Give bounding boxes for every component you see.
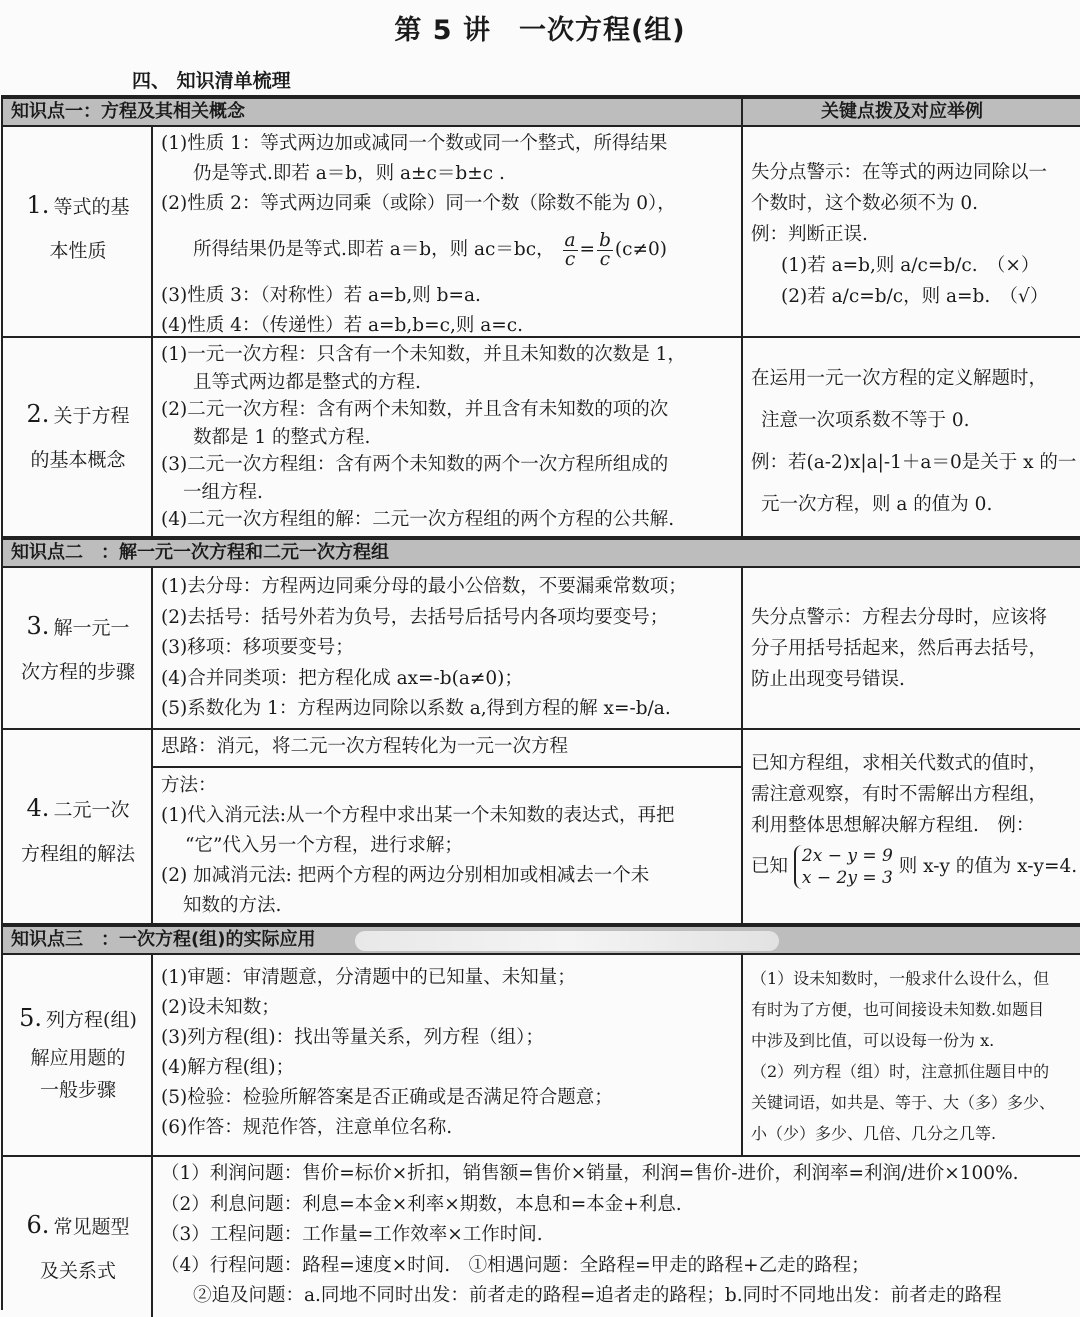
band-title: 知识点二 ：解一元一次方程和二元一次方程组 — [11, 542, 389, 563]
content-line: (2) 加减消元法: 把两个方程的两边分别相加或相减去一个未 — [161, 865, 650, 886]
divider — [151, 127, 153, 336]
row-name-line: 次方程的步骤 — [20, 661, 135, 683]
table-row — [3, 338, 1080, 538]
content-line: (2)设未知数； — [161, 997, 280, 1018]
note-line: 已知方程组，求相关代数式的值时， — [751, 753, 1048, 774]
content-line: (3)性质 3：（对称性）若 a=b,则 b=a. — [161, 285, 481, 306]
content-line: (3)二元一次方程组：含有两个未知数的两个一次方程所组成的 — [161, 454, 669, 475]
note-line: 例：若(a-2)x|a|-1＋a＝0是关于 x 的一 — [751, 452, 1077, 473]
note-line: 例：判断正误. — [751, 224, 868, 245]
row-name-line: 本性质 — [49, 240, 107, 262]
page-title: 第 5 讲 一次方程(组) — [394, 15, 686, 46]
content-line: 数都是 1 的整式方程. — [193, 426, 371, 448]
content-line: （2）利息问题：利息=本金×利率×期数，本息和=本金+利息. — [161, 1193, 682, 1215]
note-line: 已知 2x − y = 9 x − 2y = 3 则 x-y 的值为 x-y=4. — [751, 846, 1078, 888]
equation-system: 2x − y = 9 x − 2y = 3 — [794, 845, 893, 889]
row-name-line: 列方程(组) — [46, 1009, 137, 1031]
fraction: $\frac{b}{c}$ — [599, 229, 611, 270]
note-line: 小（少）多少、几倍、几分之几等. — [751, 1124, 997, 1143]
row-notes — [751, 602, 1077, 695]
row-name-line: 关于方程 — [53, 405, 130, 427]
row-notes — [751, 748, 1077, 889]
row-name-line: 二元一次 — [53, 799, 130, 821]
table-row — [3, 730, 1080, 925]
row-idea — [161, 732, 735, 762]
divider — [741, 99, 743, 125]
table-row — [3, 127, 1080, 338]
row-name — [9, 999, 147, 1103]
content-line: （1）利润问题：售价=标价×折扣，销售额=售价×销量，利润=售价-进价，利润率=利润/进价×100%. — [161, 1163, 1019, 1184]
row-name-line: 的基本概念 — [30, 449, 126, 471]
blurred-region — [355, 931, 779, 951]
row-content — [161, 129, 735, 341]
note-line: 需注意观察，有时不需解出方程组， — [751, 784, 1048, 805]
row-content — [161, 341, 735, 534]
note-line: 关键词语，如共是、等于、大（多）多少、 — [751, 1093, 1056, 1112]
content-line: (5)检验：检验所解答案是否正确或是否满足符合题意； — [161, 1087, 613, 1108]
section-title: 四、 知识清单梳理 — [132, 70, 291, 92]
note-line: 利用整体思想解决解方程组. 例： — [751, 815, 1035, 836]
content-line: 仍是等式.即若 a＝b，则 a±c＝b±c . — [193, 163, 505, 184]
note-line: 个数时，这个数必须不为 0. — [751, 193, 979, 214]
divider — [151, 338, 153, 536]
row-content — [161, 963, 735, 1143]
divider — [741, 568, 743, 728]
row-name-line: 一般步骤 — [39, 1079, 116, 1101]
band-knowledge-2 — [3, 538, 1080, 568]
content-line: (2)性质 2：等式两边同乘（或除）同一个数（除数不能为 0）， — [161, 193, 676, 214]
row-content — [161, 1159, 1079, 1312]
band-title: 知识点一：方程及其相关概念 — [11, 101, 245, 122]
row-name — [9, 1203, 147, 1293]
note-line: 中涉及到比值，可以设每一份为 x. — [751, 1031, 995, 1050]
content-line: （3）工程问题：工作量=工作效率×工作时间. — [161, 1224, 543, 1245]
content-line: (2)去括号：括号外若为负号，去括号后括号内各项均要变号； — [161, 606, 669, 628]
row-name-line: 及关系式 — [39, 1260, 116, 1282]
band-right-title: 关键点拨及对应举例 — [821, 101, 983, 122]
note-line: 元一次方程，则 a 的值为 0. — [761, 494, 993, 515]
row-name-line: 等式的基 — [53, 196, 130, 218]
note-line: 在运用一元一次方程的定义解题时， — [751, 368, 1048, 389]
content-line: (4)解方程(组)； — [161, 1057, 295, 1078]
content-line: (5)系数化为 1：方程两边同除以系数 a,得到方程的解 x=-b/a. — [161, 698, 671, 719]
row-notes — [751, 358, 1077, 526]
band-knowledge-1 — [3, 97, 1080, 127]
note-line: （1）设未知数时，一般求什么设什么，但 — [751, 969, 1050, 988]
content-line: 思路：消元，将二元一次方程转化为一元一次方程 — [161, 736, 569, 757]
row-name — [9, 604, 147, 694]
row-number: 4. — [26, 794, 50, 822]
content-line: ②追及问题：a.同地不同时出发：前者走的路程=追者走的路程；b.同时不同地出发：前者走的路程 — [193, 1285, 1002, 1306]
note-line: (1)若 a=b,则 a/c=b/c. （×） — [781, 255, 1040, 276]
content-line: (6)作答：规范作答，注意单位名称. — [161, 1117, 453, 1138]
row-notes — [751, 157, 1077, 312]
table-row — [3, 568, 1080, 730]
band-title: 知识点三 ：一次方程(组)的实际应用 — [11, 929, 316, 950]
row-content — [161, 771, 735, 921]
content-line: (1)去分母：方程两边同乘分母的最小公倍数，不要漏乘常数项； — [161, 576, 687, 597]
knowledge-table — [1, 95, 1080, 1310]
content-line: (1)一元一次方程：只含有一个未知数，并且未知数的次数是 1， — [161, 344, 686, 365]
table-row — [3, 955, 1080, 1157]
divider — [151, 1157, 153, 1317]
divider — [151, 730, 153, 923]
divider — [151, 766, 741, 768]
row-name — [9, 786, 147, 876]
content-line: 一组方程. — [183, 481, 263, 503]
content-line: (2)二元一次方程：含有两个未知数，并且含有未知数的项的次 — [161, 399, 669, 420]
content-line: 知数的方法. — [183, 895, 282, 916]
content-line: 方法： — [161, 775, 217, 796]
note-line: 失分点警示：在等式的两边同除以一 — [751, 162, 1048, 183]
row-number: 6. — [26, 1211, 50, 1239]
row-name-line: 解应用题的 — [30, 1047, 126, 1069]
content-line: (3)移项：移项要变号； — [161, 637, 354, 658]
content-line: (4)合并同类项：把方程化成 ax=-b(a≠0)； — [161, 667, 523, 689]
note-line: 失分点警示：方程去分母时，应该将 — [751, 607, 1048, 628]
row-name — [9, 183, 147, 273]
table-row — [3, 1157, 1080, 1317]
content-line: (1)代入消元法:从一个方程中求出某一个未知数的表达式，再把 — [161, 805, 675, 826]
row-number: 1. — [26, 191, 50, 219]
note-line: （2）列方程（组）时，注意抓住题目中的 — [751, 1062, 1050, 1081]
content-line: （4）行程问题：路程=速度×时间. ①相遇问题：全路程=甲走的路程+乙走的路程； — [161, 1254, 870, 1276]
note-line: (2)若 a/c=b/c，则 a=b. （√） — [781, 286, 1049, 307]
row-name-line: 常见题型 — [53, 1216, 130, 1238]
content-line: 且等式两边都是整式的方程. — [193, 371, 421, 393]
content-line: (3)列方程(组)：找出等量关系，列方程（组）； — [161, 1027, 544, 1048]
row-notes — [751, 963, 1077, 1149]
row-name-line: 解一元一 — [53, 617, 130, 639]
note-line: 防止出现变号错误. — [751, 669, 905, 690]
row-number: 2. — [26, 400, 50, 428]
row-content — [161, 572, 735, 725]
content-line: “它”代入另一个方程，进行求解； — [185, 835, 463, 856]
row-name — [9, 392, 147, 482]
fraction: $\frac{a}{c}$ — [564, 229, 576, 270]
note-line: 分子用括号括起来，然后再去括号， — [751, 638, 1048, 659]
divider — [151, 955, 153, 1155]
row-number: 5. — [19, 1004, 43, 1032]
divider — [741, 730, 743, 923]
content-line: (1)性质 1：等式两边加或减同一个数或同一个整式，所得结果 — [161, 133, 668, 154]
content-text: 所得结果仍是等式.即若 a＝b，则 ac＝bc， — [193, 239, 555, 260]
note-line: 有时为了方便，也可间接设未知数.如题目 — [751, 1000, 1045, 1019]
content-text: (c≠0) — [614, 239, 667, 260]
content-line: (4)性质 4：（传递性）若 a=b,b=c,则 a=c. — [161, 315, 523, 336]
band-knowledge-3 — [3, 925, 1080, 955]
row-name-line: 方程组的解法 — [20, 843, 135, 865]
row-number: 3. — [26, 612, 50, 640]
content-line: 所得结果仍是等式.即若 a＝b，则 ac＝bc， $\frac{a}{c}$ = $\frac{b}{c}$ (c≠0) — [193, 229, 667, 270]
divider — [741, 127, 743, 336]
divider — [741, 955, 743, 1155]
note-line: 注意一次项系数不等于 0. — [761, 410, 970, 431]
content-line: (4)二元一次方程组的解：二元一次方程组的两个方程的公共解. — [161, 509, 675, 530]
divider — [151, 568, 153, 728]
content-line: (1)审题：审清题意，分清题中的已知量、未知量； — [161, 967, 576, 988]
divider — [741, 338, 743, 536]
